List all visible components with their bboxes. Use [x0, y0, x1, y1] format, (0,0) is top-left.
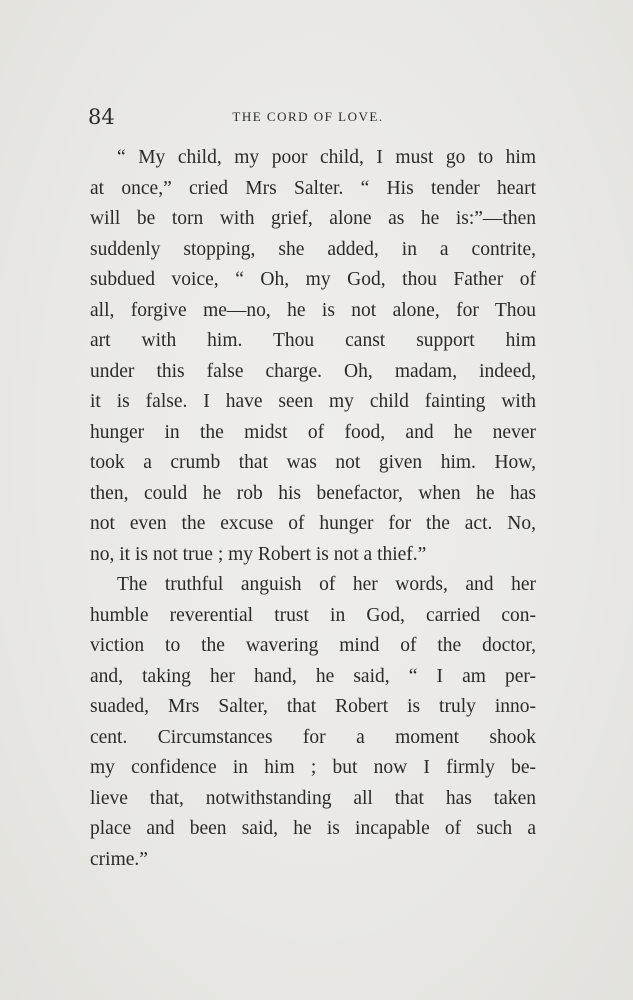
- text-line: subdued voice, “ Oh, my God, thou Father of: [90, 269, 536, 290]
- text-line: crime.”: [90, 848, 148, 870]
- text-line: took a crumb that was not given him. How,: [90, 452, 536, 473]
- text-line: then, could he rob his benefactor, when he has: [90, 482, 536, 504]
- running-title: THE CORD OF LOVE.: [232, 109, 384, 124]
- text-line: under this false charge. Oh, madam, indeed,: [90, 360, 536, 382]
- text-line: place and been said, he is incapable of such a: [90, 818, 536, 839]
- text-line: no, it is not true ; my Robert is not a thief.”: [90, 543, 427, 565]
- text-line: will be torn with grief, alone as he is:”—then: [90, 208, 536, 229]
- text-line: it is false. I have seen my child fainting with: [90, 391, 536, 412]
- text-line: viction to the wavering mind of the doctor,: [90, 635, 536, 656]
- text-line: humble reverential trust in God, carried con-: [90, 604, 536, 626]
- text-line: at once,” cried Mrs Salter. “ His tender heart: [90, 177, 536, 199]
- text-line: all, forgive me—no, he is not alone, for Thou: [90, 299, 536, 321]
- body-text: [90, 143, 536, 875]
- text-line: suaded, Mrs Salter, that Robert is truly inno-: [90, 696, 536, 717]
- text-line: not even the excuse of hunger for the act. No,: [90, 513, 536, 534]
- text-line: suddenly stopping, she added, in a contrite,: [90, 238, 536, 260]
- text-line: and, taking her hand, he said, “ I am per-: [90, 665, 536, 687]
- text-line: The truthful anguish of her words, and her: [117, 574, 536, 595]
- text-line: hunger in the midst of food, and he never: [90, 421, 536, 443]
- page-number: 84: [88, 105, 115, 129]
- text-line: lieve that, notwithstanding all that has taken: [90, 787, 536, 809]
- text-line: “ My child, my poor child, I must go to him: [117, 147, 536, 168]
- text-line: my confidence in him ; but now I firmly be-: [90, 757, 536, 778]
- text-line: cent. Circumstances for a moment shook: [90, 726, 536, 748]
- running-head: [88, 104, 536, 130]
- text-line: art with him. Thou canst support him: [90, 330, 536, 351]
